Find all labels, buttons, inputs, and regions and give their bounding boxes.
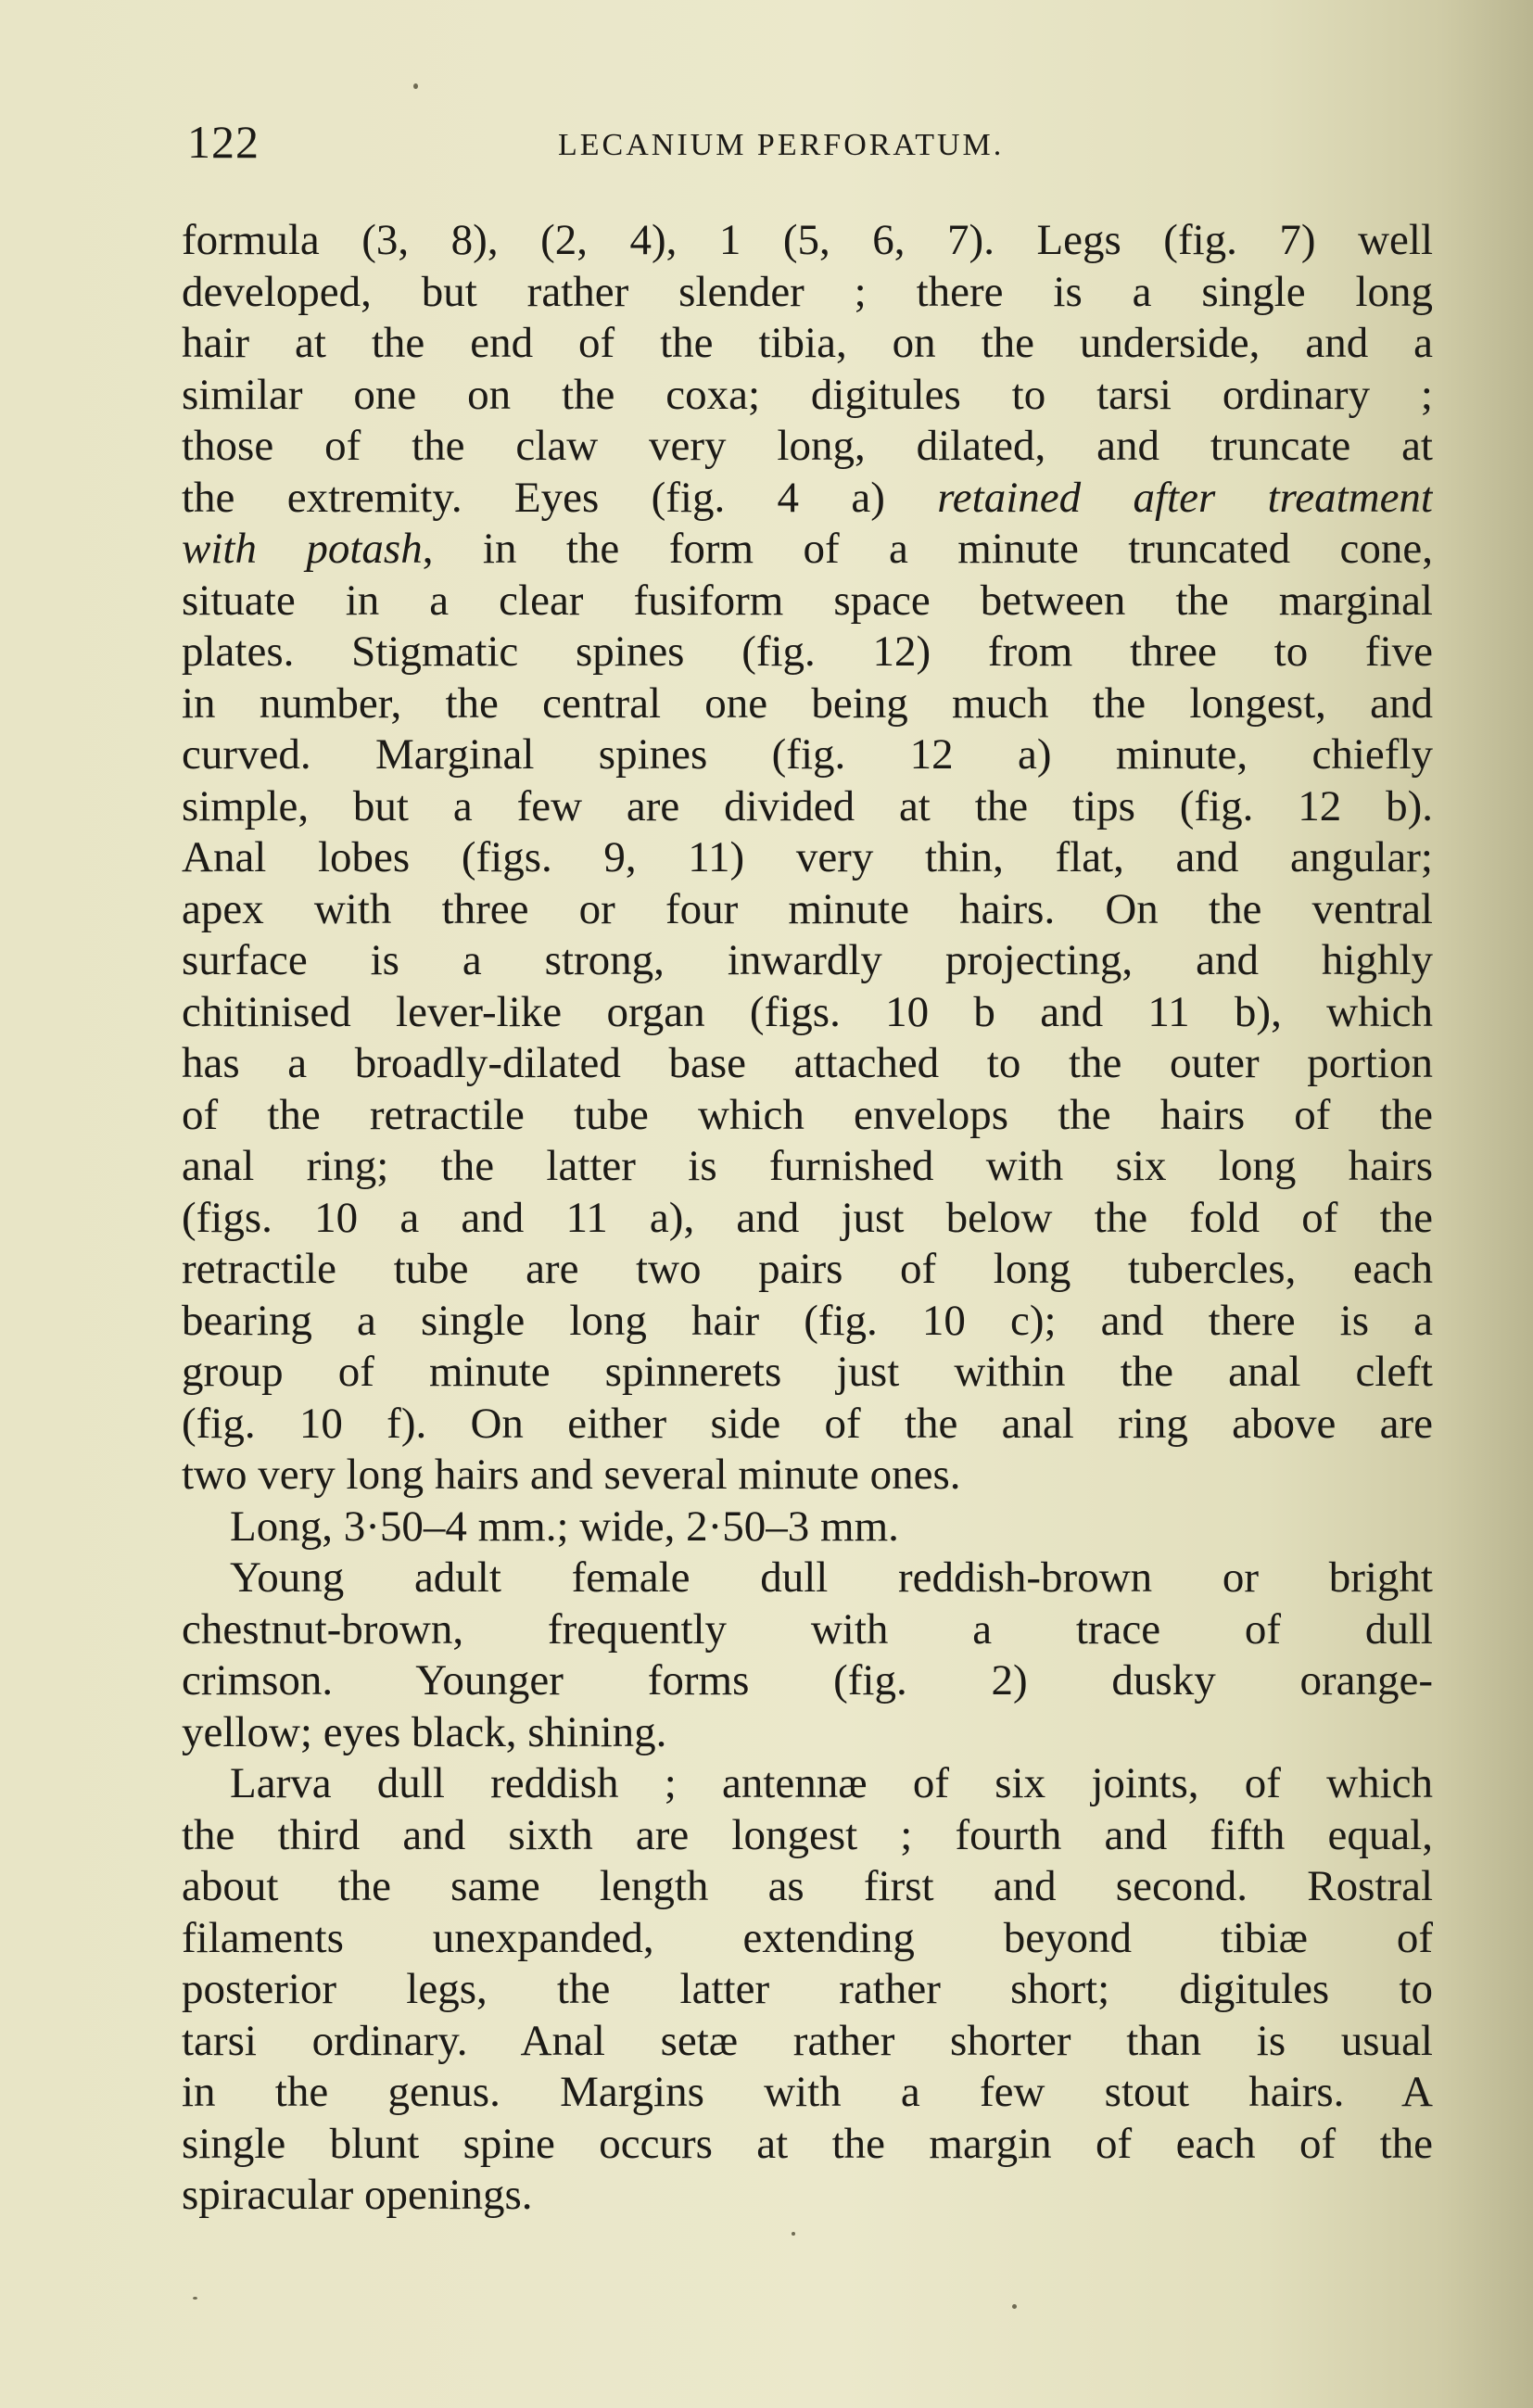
text-line: retractile tube are two pairs of long tubercles, each	[182, 1245, 1433, 1293]
text-line: bearing a single long hair (fig. 10 c); and there is a	[182, 1296, 1433, 1345]
text-line: posterior legs, the latter rather short; digitules to	[182, 1965, 1433, 2013]
text-line: (figs. 10 a and 11 a), and just below the fold of the	[182, 1193, 1433, 1242]
text-line: in the genus. Margins with a few stout hairs. A	[182, 2068, 1433, 2116]
text-line: group of minute spinnerets just within the anal cleft	[182, 1348, 1433, 1396]
paragraph-description	[182, 215, 1433, 1502]
text-line: apex with three or four minute hairs. On the ventral	[182, 884, 1433, 933]
text-fragment: the extremity. Eyes (fig. 4 a)	[182, 473, 938, 522]
text-line: crimson. Younger forms (fig. 2) dusky orange-	[182, 1656, 1433, 1705]
text-line: plates. Stigmatic spines (fig. 12) from three to five	[182, 627, 1433, 676]
page-number: 122	[187, 116, 260, 168]
text-line: chitinised lever-like organ (figs. 10 b and 11 b), which	[182, 987, 1433, 1036]
text-line: has a broadly-dilated base attached to the outer portion	[182, 1039, 1433, 1087]
text-fragment: , in the form of a minute truncated cone,	[422, 525, 1433, 573]
text-line: anal ring; the latter is furnished with six long hairs	[182, 1142, 1433, 1190]
text-line: the third and sixth are longest ; fourth and fifth equal,	[182, 1810, 1433, 1859]
text-line: Anal lobes (figs. 9, 11) very thin, flat, and angular;	[182, 833, 1433, 881]
text-line: similar one on the coxa; digitules to tarsi ordinary ;	[182, 370, 1433, 419]
text-line: formula (3, 8), (2, 4), 1 (5, 6, 7). Legs (fig. 7) well	[182, 216, 1433, 264]
text-line: developed, but rather slender ; there is a single long	[182, 267, 1433, 316]
paragraph-coloration	[182, 1553, 1433, 1758]
text-line: hair at the end of the tibia, on the underside, and a	[182, 319, 1433, 367]
text-line	[182, 473, 1433, 525]
text-line: about the same length as first and second. Rostral	[182, 1862, 1433, 1910]
paragraph-larva	[182, 1758, 1433, 2222]
paper-speck	[413, 83, 418, 89]
text-line: situate in a clear fusiform space between the marginal	[182, 576, 1433, 625]
text-line: two very long hairs and several minute ones.	[182, 1451, 961, 1499]
text-line: spiracular openings.	[182, 2171, 533, 2219]
text-line: chestnut-brown, frequently with a trace of dull	[182, 1604, 1433, 1654]
body-text	[182, 215, 1433, 2222]
running-title: LECANIUM PERFORATUM.	[558, 128, 1005, 162]
text-line: those of the claw very long, dilated, and truncate at	[182, 422, 1433, 470]
text-line: simple, but a few are divided at the tips (fig. 12 b).	[182, 781, 1433, 830]
paper-speck	[792, 2232, 795, 2236]
text-line: filaments unexpanded, extending beyond tibiæ of	[182, 1913, 1433, 1962]
text-line: of the retractile tube which envelops the hairs of the	[182, 1090, 1433, 1139]
italic-fragment: with potash	[182, 525, 423, 573]
text-line: (fig. 10 f). On either side of the anal ring above are	[182, 1399, 1433, 1448]
italic-fragment: retained after treatment	[937, 473, 1433, 522]
text-line	[182, 524, 1433, 576]
text-line: tarsi ordinary. Anal setæ rather shorter than is usual	[182, 2016, 1433, 2065]
paragraph-dimensions	[182, 1502, 1433, 1553]
page-header	[187, 115, 1429, 171]
text-line: Long, 3·50–4 mm.; wide, 2·50–3 mm.	[230, 1502, 899, 1551]
text-line: curved. Marginal spines (fig. 12 a) minute, chiefly	[182, 730, 1433, 779]
text-line: in number, the central one being much the longest, and	[182, 678, 1433, 728]
text-line: Larva dull reddish ; antennæ of six joints, of which	[230, 1759, 1433, 1807]
text-line: single blunt spine occurs at the margin of each of the	[182, 2119, 1433, 2168]
paper-speck	[1012, 2304, 1017, 2309]
text-line: yellow; eyes black, shining.	[182, 1707, 667, 1756]
text-line: Young adult female dull reddish-brown or bright	[230, 1553, 1433, 1602]
paper-speck	[193, 2297, 197, 2300]
text-line: surface is a strong, inwardly projecting, and highly	[182, 936, 1433, 984]
